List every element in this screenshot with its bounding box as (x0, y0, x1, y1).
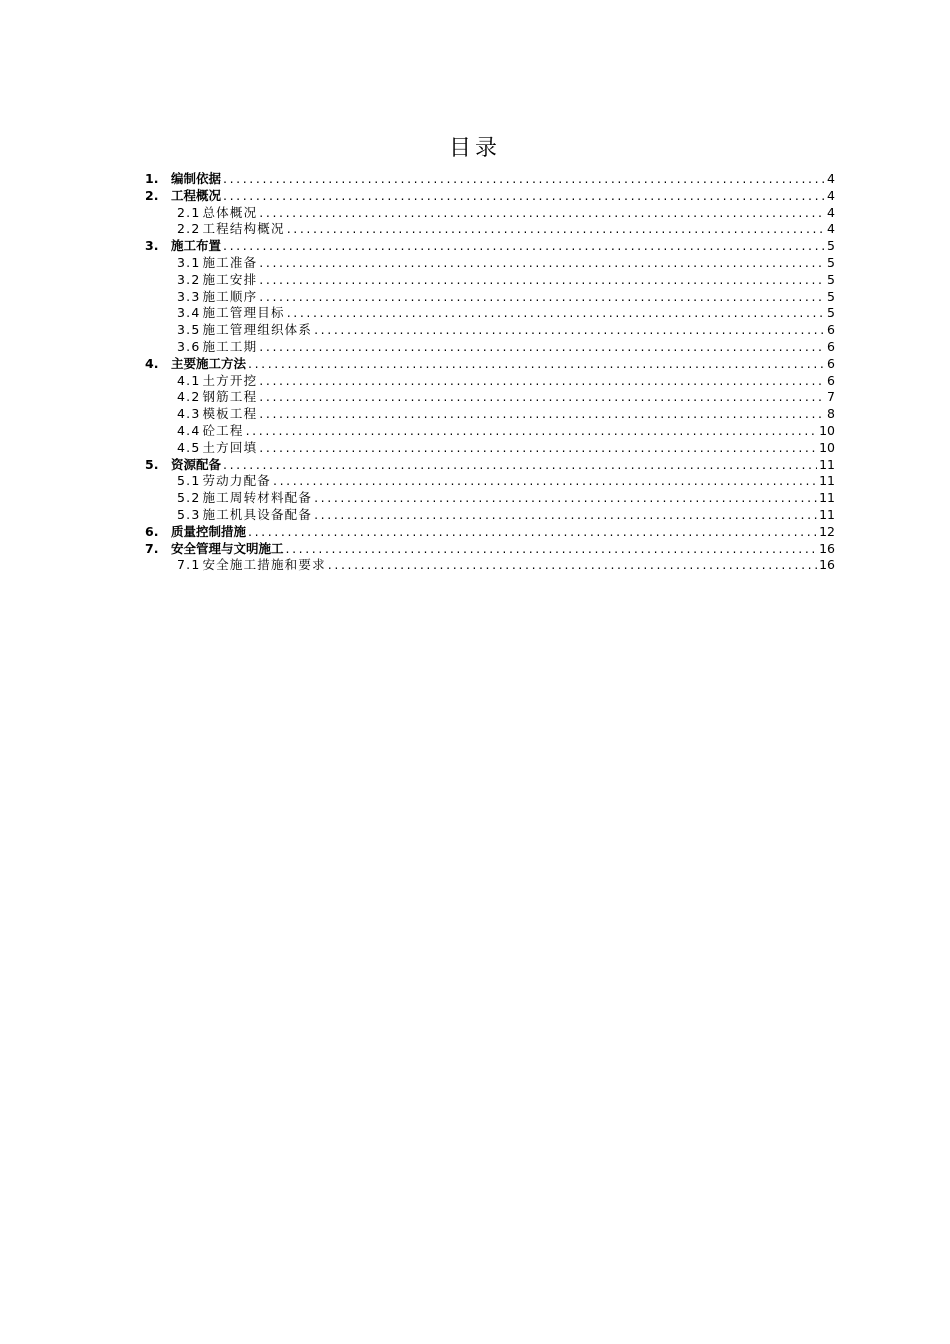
toc-dot-leader (273, 473, 817, 490)
toc-entry-label: 工程结构概况 (202, 221, 285, 237)
toc-entry-number: 3. (145, 238, 159, 254)
toc-dot-leader (259, 373, 825, 390)
toc-entry-label: 施工管理目标 (202, 305, 285, 321)
toc-entry-label: 土方回填 (202, 439, 258, 455)
toc-entry-page: 16 (819, 557, 835, 573)
toc-entry-number: 5.3 (177, 506, 201, 522)
toc-entry-label: 施工布置 (171, 238, 222, 254)
toc-entry-number: 3.1 (177, 254, 201, 270)
toc-entry-number: 2.2 (177, 221, 201, 237)
toc-entry-page: 5 (827, 254, 835, 270)
toc-entry-label: 总体概况 (202, 204, 258, 220)
toc-title: 目录 (448, 136, 501, 161)
toc-entry-number: 5.1 (177, 473, 201, 489)
toc-entry[interactable] (145, 188, 835, 205)
toc-entry-number: 3.5 (177, 322, 201, 338)
toc-dot-leader (223, 238, 825, 255)
toc-dot-leader (248, 524, 817, 541)
toc-entry-page: 11 (819, 506, 835, 522)
toc-entry-page: 5 (827, 271, 835, 287)
toc-dot-leader (314, 507, 817, 524)
toc-dot-leader (314, 490, 817, 507)
toc-entry-number: 1. (145, 171, 159, 186)
toc-entry[interactable] (145, 507, 835, 524)
toc-entry-page: 4 (827, 187, 835, 203)
toc-entry-number: 3.4 (177, 305, 201, 321)
toc-entry[interactable] (145, 221, 835, 238)
toc-entry-page: 16 (819, 540, 835, 556)
toc-entry-label: 砼工程 (202, 422, 244, 438)
toc-entry-label: 土方开挖 (202, 372, 258, 388)
toc-entry-page: 4 (827, 204, 835, 220)
toc-entry-page: 6 (827, 372, 835, 388)
toc-entry-page: 10 (819, 422, 835, 438)
toc-entry-page: 11 (819, 473, 835, 489)
toc-entry-page: 6 (827, 355, 835, 371)
toc-entry[interactable] (145, 205, 835, 222)
toc-entry[interactable] (145, 171, 835, 188)
toc-entry-label: 安全管理与文明施工 (171, 540, 284, 556)
toc-entry-label: 施工准备 (202, 254, 258, 270)
toc-dot-leader (259, 339, 825, 356)
toc-dot-leader (328, 557, 817, 574)
toc-entry-page: 12 (819, 523, 835, 539)
toc-entry-label: 质量控制措施 (171, 523, 247, 539)
toc-entry[interactable] (145, 524, 835, 541)
toc-entry-number: 5. (145, 456, 159, 472)
toc-dot-leader (314, 322, 825, 339)
toc-entry[interactable] (145, 373, 835, 390)
toc-entry[interactable] (145, 238, 835, 255)
toc-dot-leader (259, 440, 817, 457)
toc-entry-number: 4.2 (177, 389, 201, 405)
toc-entry-number: 4.3 (177, 406, 201, 422)
toc-entry-page: 6 (827, 322, 835, 338)
toc-dot-leader (259, 255, 825, 272)
toc-entry[interactable] (145, 255, 835, 272)
toc-entry-number: 2.1 (177, 204, 201, 220)
toc-entry-label: 施工机具设备配备 (202, 506, 313, 522)
toc-entry-label: 劳动力配备 (202, 473, 271, 489)
toc-entry-label: 施工管理组织体系 (202, 322, 313, 338)
toc-entry-page: 4 (827, 221, 835, 237)
toc-entry-number: 4. (145, 355, 159, 371)
toc-entry-page: 5 (827, 288, 835, 304)
toc-entry-number: 4.1 (177, 372, 201, 388)
toc-entry-label: 资源配备 (171, 456, 222, 472)
toc-entry[interactable] (145, 339, 835, 356)
toc-entry[interactable] (145, 305, 835, 322)
table-of-contents (145, 171, 835, 574)
toc-dot-leader (259, 389, 825, 406)
toc-entry-number: 2. (145, 187, 159, 203)
toc-entry-label: 工程概况 (171, 187, 222, 203)
toc-dot-leader (286, 541, 818, 558)
toc-dot-leader (259, 272, 825, 289)
toc-entry-number: 6. (145, 523, 159, 539)
toc-entry-page: 8 (827, 406, 835, 422)
toc-entry[interactable] (145, 272, 835, 289)
toc-entry[interactable] (145, 541, 835, 558)
toc-entry[interactable] (145, 557, 835, 574)
toc-dot-leader (246, 423, 818, 440)
toc-entry-number: 7. (145, 540, 159, 556)
toc-entry-label: 钢筋工程 (202, 389, 258, 405)
toc-entry-page: 5 (827, 238, 835, 254)
toc-entry-page: 5 (827, 305, 835, 321)
toc-entry-page: 11 (819, 490, 835, 506)
toc-entry[interactable] (145, 322, 835, 339)
toc-dot-leader (287, 305, 825, 322)
toc-entry-label: 主要施工方法 (171, 355, 247, 371)
toc-entry-number: 3.6 (177, 338, 201, 354)
toc-entry-number: 5.2 (177, 490, 201, 506)
toc-entry[interactable] (145, 440, 835, 457)
toc-dot-leader (259, 406, 825, 423)
toc-entry[interactable] (145, 490, 835, 507)
toc-entry-label: 模板工程 (202, 406, 258, 422)
toc-entry-page: 11 (819, 456, 835, 472)
toc-entry[interactable] (145, 423, 835, 440)
toc-entry-label: 施工顺序 (202, 288, 258, 304)
toc-entry-label: 施工安排 (202, 271, 258, 287)
toc-entry[interactable] (145, 406, 835, 423)
toc-entry-number: 3.2 (177, 271, 201, 287)
toc-dot-leader (223, 171, 825, 188)
toc-entry-label: 安全施工措施和要求 (202, 557, 326, 573)
toc-entry-number: 4.5 (177, 439, 201, 455)
toc-entry-number: 7.1 (177, 557, 201, 573)
toc-dot-leader (223, 457, 817, 474)
toc-dot-leader (287, 221, 825, 238)
toc-entry[interactable] (145, 473, 835, 490)
toc-dot-leader (259, 289, 825, 306)
toc-entry-page: 4 (827, 171, 835, 186)
toc-entry-label: 施工工期 (202, 338, 258, 354)
toc-entry-number: 4.4 (177, 422, 201, 438)
toc-entry[interactable] (145, 289, 835, 306)
toc-entry[interactable] (145, 389, 835, 406)
toc-dot-leader (223, 188, 825, 205)
toc-entry[interactable] (145, 356, 835, 373)
toc-entry-page: 10 (819, 439, 835, 455)
toc-entry-number: 3.3 (177, 288, 201, 304)
toc-dot-leader (259, 205, 825, 222)
toc-entry[interactable] (145, 457, 835, 474)
toc-entry-label: 施工周转材料配备 (202, 490, 313, 506)
toc-entry-page: 6 (827, 338, 835, 354)
toc-entry-label: 编制依据 (171, 171, 222, 186)
toc-entry-page: 7 (827, 389, 835, 405)
toc-dot-leader (248, 356, 825, 373)
